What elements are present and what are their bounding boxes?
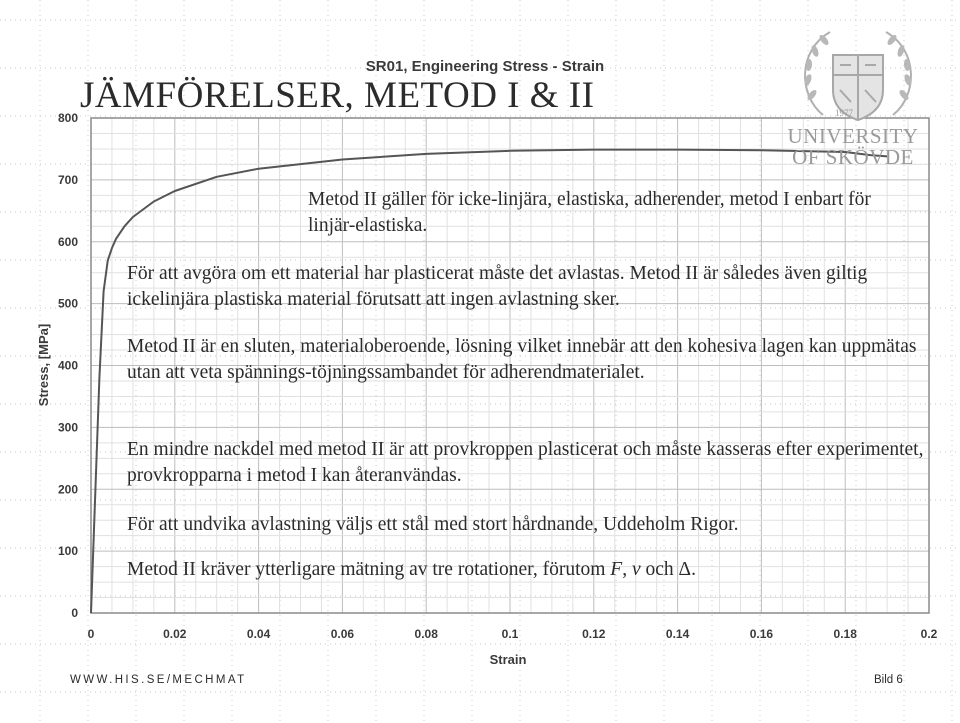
logo-line-2: OF SKÖVDE <box>792 145 914 169</box>
paragraph-6-text: Metod II kräver ytterligare mätning av tre rotationer, förutom <box>127 559 611 580</box>
paragraph-4: En mindre nackdel med metod II är att provkroppen plasticerat och måste kasseras efter experimentet, provkropparna i metod I kan återanvändas. <box>127 439 924 486</box>
paragraph-2: För att avgöra om ett material har plasticerat måste det avlastas. Metod II är således även giltig ickelinjära plastiska material förutsatt att ingen avlastning sker. <box>127 263 868 310</box>
y-tick-labels <box>58 111 78 620</box>
logo-line-1: UNIVERSITY <box>787 124 919 148</box>
university-logo-text <box>778 126 928 168</box>
x-tick-labels <box>88 627 938 641</box>
y-tick-label: 100 <box>57 544 78 559</box>
y-tick-label: 300 <box>57 420 78 435</box>
x-tick-label: 0.08 <box>414 627 438 641</box>
paragraph-5: För att undvika avlastning väljs ett stål med stort hårdnande, Uddeholm Rigor. <box>127 514 739 535</box>
x-tick-label: 0.06 <box>330 627 355 641</box>
x-tick-label: 0.14 <box>665 627 690 641</box>
y-tick-label: 800 <box>57 111 78 125</box>
paragraph-1: Metod II gäller för icke-linjära, elastiska, adherender, metod I enbart för linjär-elastiska. <box>308 189 871 236</box>
paragraph-6 <box>127 557 927 583</box>
symbol-force: F <box>610 559 623 580</box>
symbol-v: v <box>631 559 641 580</box>
footer-url: WWW.HIS.SE/MECHMAT <box>70 674 247 686</box>
y-tick-label: 700 <box>57 172 78 187</box>
paragraph-6-end: . <box>691 559 696 580</box>
y-tick-label: 600 <box>57 234 78 249</box>
x-tick-label: 0 <box>87 627 95 641</box>
y-tick-label: 500 <box>57 296 78 311</box>
x-tick-label: 0.12 <box>582 627 606 641</box>
y-tick-label: 0 <box>71 606 78 620</box>
slide-title: JÄMFÖRELSER, METOD I & II <box>80 75 595 116</box>
y-axis-label: Stress, [MPa] <box>36 323 51 407</box>
symbol-delta: Δ <box>678 559 692 580</box>
x-tick-label: 0.04 <box>246 627 271 641</box>
paragraph-6-comma: , <box>622 559 632 580</box>
logo-year: 1977 <box>835 108 853 118</box>
paragraph-6-and: och <box>640 559 679 580</box>
y-tick-label: 200 <box>57 482 78 497</box>
x-tick-label: 0.2 <box>920 627 938 641</box>
chart-title: SR01, Engineering Stress - Strain <box>365 58 605 75</box>
footer-slide-number: Bild 6 <box>874 674 903 686</box>
x-axis-label: Strain <box>489 652 527 667</box>
x-tick-label: 0.1 <box>501 627 519 641</box>
x-tick-label: 0.16 <box>749 627 774 641</box>
x-tick-label: 0.02 <box>163 627 187 641</box>
y-tick-label: 400 <box>57 358 78 373</box>
paragraph-3: Metod II är en sluten, materialoberoende, lösning vilket innebär att den kohesiva lagen kan uppmätas utan att veta spännings-töjningssambandet för adherendmaterialet. <box>127 336 917 383</box>
x-tick-label: 0.18 <box>833 627 857 641</box>
